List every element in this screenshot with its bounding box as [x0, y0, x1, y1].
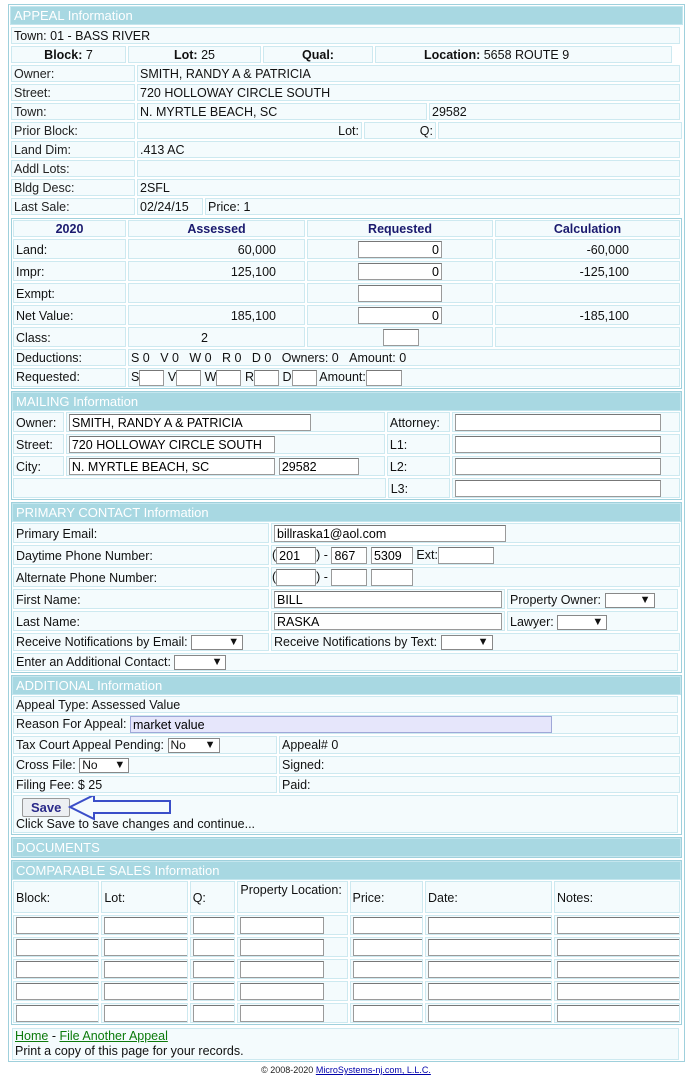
first-name-input[interactable]: [274, 591, 502, 608]
comparable-cell-input[interactable]: [193, 1005, 235, 1022]
comparable-cell-input[interactable]: [428, 1005, 552, 1022]
mailing-header: MAILING Information: [12, 392, 681, 411]
comparable-cell-input[interactable]: [353, 1005, 423, 1022]
req-r-input[interactable]: [254, 370, 279, 386]
notify-email-select[interactable]: [191, 635, 243, 650]
comparable-cell-input[interactable]: [104, 939, 187, 956]
l1-input[interactable]: [455, 436, 661, 453]
notify-text-select[interactable]: [441, 635, 493, 650]
comparable-cell-input[interactable]: [428, 983, 552, 1000]
primary-contact-section: PRIMARY CONTACT Information Primary Email: billraska1@aol.com Daytime Phone Number: ( 201 ) - 867 5309 Ext: Alternate Phone Number: ( ) - First Name: BILL Property Owner: ▼ Last Name: RASKA Lawyer: ▼ Receive Notifications by Email: ▼ Receive Notifications by Text: ▼ Enter an Additional Contact: ▼: [11, 502, 682, 673]
appeal-type: Appeal Type: Assessed Value: [13, 696, 678, 713]
copyright: © 2008-2020 MicroSystems-nj.com, L.L.C.: [261, 1065, 431, 1075]
req-amount-input[interactable]: [366, 370, 402, 386]
bldg-desc-value: 2SFL: [137, 179, 680, 196]
mailing-city-input[interactable]: [69, 458, 275, 475]
filing-fee: Filing Fee: $ 25: [13, 776, 277, 793]
comparable-cell-input[interactable]: [557, 983, 680, 1000]
alt-phone-area-input[interactable]: [276, 569, 316, 586]
comparables-section: [11, 860, 682, 1025]
comparable-cell-input[interactable]: [557, 1005, 680, 1022]
chevron-down-icon: ▼: [592, 616, 604, 629]
comparable-row: [12, 980, 681, 1002]
comparable-cell-input[interactable]: [240, 917, 324, 934]
arrow-pointer-icon: [66, 795, 186, 822]
req-w-input[interactable]: [216, 370, 241, 386]
day-phone-prefix-input[interactable]: [331, 547, 367, 564]
comparable-cell-input[interactable]: [193, 983, 235, 1000]
comparable-cell-input[interactable]: [16, 961, 99, 978]
comparable-cell-input[interactable]: [428, 917, 552, 934]
print-note: Print a copy of this page for your records.: [15, 1044, 244, 1058]
comparable-cell-input[interactable]: [557, 961, 680, 978]
save-hint: Click Save to save changes and continue...: [16, 817, 256, 831]
impr-requested-input[interactable]: [358, 263, 442, 280]
additional-contact-select[interactable]: [174, 655, 226, 670]
town-line: Town: 01 - BASS RIVER: [11, 27, 680, 44]
comparable-cell-input[interactable]: [193, 939, 235, 956]
comparable-cell-input[interactable]: [240, 1005, 324, 1022]
comparable-row: [12, 1002, 681, 1024]
comparable-cell-input[interactable]: [240, 983, 324, 1000]
comparable-cell-input[interactable]: [557, 939, 680, 956]
street-value: 720 HOLLOWAY CIRCLE SOUTH: [137, 84, 680, 101]
lawyer-select[interactable]: [557, 615, 607, 630]
save-button[interactable]: Save: [22, 798, 70, 817]
comparable-cell-input[interactable]: [193, 961, 235, 978]
comparable-cell-input[interactable]: [353, 917, 423, 934]
comparable-cell-input[interactable]: [16, 1005, 99, 1022]
tax-court-select[interactable]: No ▼: [168, 738, 220, 753]
last-name-input[interactable]: [274, 613, 502, 630]
town-value: N. MYRTLE BEACH, SC: [137, 103, 427, 120]
mailing-street-input[interactable]: [69, 436, 275, 453]
alt-phone-prefix-input[interactable]: [331, 569, 367, 586]
chevron-down-icon: ▼: [211, 656, 223, 669]
chevron-down-icon: ▼: [228, 636, 240, 649]
comparable-cell-input[interactable]: [104, 961, 187, 978]
comparable-cell-input[interactable]: [104, 1005, 187, 1022]
lot-value: 25: [201, 48, 215, 62]
comparable-cell-input[interactable]: [16, 917, 99, 934]
exmpt-requested-input[interactable]: [358, 285, 442, 302]
comparables-header-row: Block: Lot: Q: Property Location: Price: Date: Notes:: [12, 880, 681, 914]
chevron-down-icon: ▼: [114, 759, 126, 772]
comparables-rows: [12, 914, 681, 1024]
location-value: 5658 ROUTE 9: [483, 48, 570, 62]
property-owner-select[interactable]: [605, 593, 655, 608]
comparable-cell-input[interactable]: [104, 983, 187, 1000]
comparable-cell-input[interactable]: [193, 917, 235, 934]
comparable-cell-input[interactable]: [428, 939, 552, 956]
alt-phone-line-input[interactable]: [371, 569, 413, 586]
req-d-input[interactable]: [292, 370, 317, 386]
chevron-down-icon: ▼: [204, 739, 216, 752]
mailing-zip-input[interactable]: [279, 458, 359, 475]
land-requested-input[interactable]: [358, 241, 442, 258]
zip-value: 29582: [429, 103, 680, 120]
day-phone-ext-input[interactable]: [438, 547, 494, 564]
attorney-input[interactable]: [455, 414, 661, 431]
comparable-cell-input[interactable]: [353, 961, 423, 978]
comparable-cell-input[interactable]: [557, 917, 680, 934]
comparable-cell-input[interactable]: [16, 983, 99, 1000]
day-phone-line-input[interactable]: [371, 547, 413, 564]
mailing-owner-input[interactable]: [69, 414, 311, 431]
additional-section: ADDITIONAL Information Appeal Type: Assessed Value Reason For Appeal: market value Tax Court Appeal Pending: No ▼ Appeal# 0 Cross File: No ▼ Signed: Filing Fee: $ 25 Paid: Save Click Save to save changes and continue...: [11, 675, 682, 835]
reason-for-appeal-input[interactable]: [130, 716, 552, 733]
home-link[interactable]: Home: [15, 1029, 49, 1043]
cross-file-select[interactable]: No ▼: [79, 758, 129, 773]
copyright-link[interactable]: MicroSystems-nj.com, L.L.C.: [315, 1065, 431, 1075]
requested-deductions: S V W R D Amount:: [128, 368, 680, 387]
mailing-section: MAILING Information Owner: SMITH, RANDY A & PATRICIA Attorney: Street: 720 HOLLOWAY CIRCLE SOUTH L1: City: N. MYRTLE BEACH, SC29582 L2: L3:: [11, 391, 682, 500]
req-s-input[interactable]: [139, 370, 164, 386]
comparable-row: [12, 936, 681, 958]
assessment-section: 2020 Assessed Requested Calculation Land: 60,000 0 -60,000 Impr: 125,100 0 -125,100 Exmpt: Net Value: 185,100 0 -185,100 Class: 2 Deductions: S 0 V 0 W 0 R 0 D 0 Owners: 0 Amount: 0 Requested: S V W R D Amount:: [11, 218, 682, 389]
deductions-values: S 0 V 0 W 0 R 0 D 0 Owners: 0 Amount: 0: [128, 349, 680, 366]
comparable-cell-input[interactable]: [353, 983, 423, 1000]
additional-header: ADDITIONAL Information: [12, 676, 681, 695]
comparable-row: [12, 958, 681, 980]
class-value: 2: [128, 327, 305, 347]
last-sale-value: 02/24/15: [137, 198, 203, 215]
comparable-cell-input[interactable]: [428, 961, 552, 978]
day-phone-area-input[interactable]: [276, 547, 316, 564]
comparable-cell-input[interactable]: [104, 917, 187, 934]
file-another-appeal-link[interactable]: File Another Appeal: [59, 1029, 168, 1043]
comparable-row: [12, 914, 681, 936]
documents-header: DOCUMENTS: [12, 838, 681, 857]
comparable-cell-input[interactable]: [16, 939, 99, 956]
owner-value: SMITH, RANDY A & PATRICIA: [137, 65, 680, 82]
documents-section: [11, 837, 682, 858]
req-v-input[interactable]: [176, 370, 201, 386]
comparable-cell-input[interactable]: [240, 939, 324, 956]
l2-input[interactable]: [455, 458, 661, 475]
appeal-info-header: APPEAL Information: [10, 6, 683, 25]
land-dim-value: .413 AC: [137, 141, 680, 158]
net-value-requested-input[interactable]: [358, 307, 442, 324]
primary-email-input[interactable]: [274, 525, 506, 542]
appeal-number: Appeal# 0: [279, 736, 680, 754]
chevron-down-icon: ▼: [639, 594, 651, 607]
chevron-down-icon: ▼: [477, 636, 489, 649]
price-value: 1: [243, 200, 251, 214]
primary-contact-header: PRIMARY CONTACT Information: [12, 503, 681, 522]
comparable-cell-input[interactable]: [353, 939, 423, 956]
comparable-cell-input[interactable]: [240, 961, 324, 978]
class-requested-input[interactable]: [383, 329, 419, 346]
appeal-form: APPEAL Information Town: 01 - BASS RIVER Block: 7 Lot: 25 Qual: Location: 5658 ROUTE 9 Owner: SMITH, RANDY A & PATRICIA Street: 720 HOLLOWAY CIRCLE SOUTH Town: N. MYRTLE BEACH, SC 29582 Prior Block: Lot: Q: Land Dim: .413 AC Addl Lots: Bldg Desc: 2SFL Last Sale: 02/24/15 Price: 1 2020 Assessed Requested Calculation Land: 60,000 0 -60,000 Impr: 125,100 0 -125,100 Exmpt: Net Value: 185,100 0 -185,100 Class: 2 Deductions: S 0 V 0 W 0 R 0 D 0 Owners: 0 Amount: 0 Requested: S V W R D Amount: MAILING Information Owner: SMITH, RANDY A & PATRICIA Attorney: Street: 720 HOLLOWAY CIRCLE SOUTH L1: City: N. MYRTLE BEACH, SC29582 L2: L3: PRIMARY CONTACT Information Primary Email: billraska1@aol.com Daytime Phone Number: ( 201 ) - 867 5309 Ext: Alternate Phone Number: ( ) - First Name: BILL Property Owner: ▼ Last Name: RASKA Lawyer: ▼ Receive Notifications by Email: ▼ Receive Notifications by Text: ▼ Enter an Additional Contact: ▼ ADDITIONAL Information Appeal Type: Assessed Value Reason For Appeal: market value Tax Court Appeal Pending: No ▼ Appeal# 0 Cross File: No ▼ Signed: Filing Fee: $ 25 Paid: Save Click Save to save changes and continue... DOCUMENTS COMPARABLE SALES Information Block: Lot: Q: Property Location: Price: Date: Notes: Home - File Another Appeal Print a copy of this page for your records.: [8, 4, 685, 1062]
block-value: 7: [85, 48, 93, 62]
comparables-header: COMPARABLE SALES Information: [12, 861, 681, 880]
l3-input[interactable]: [455, 480, 661, 497]
